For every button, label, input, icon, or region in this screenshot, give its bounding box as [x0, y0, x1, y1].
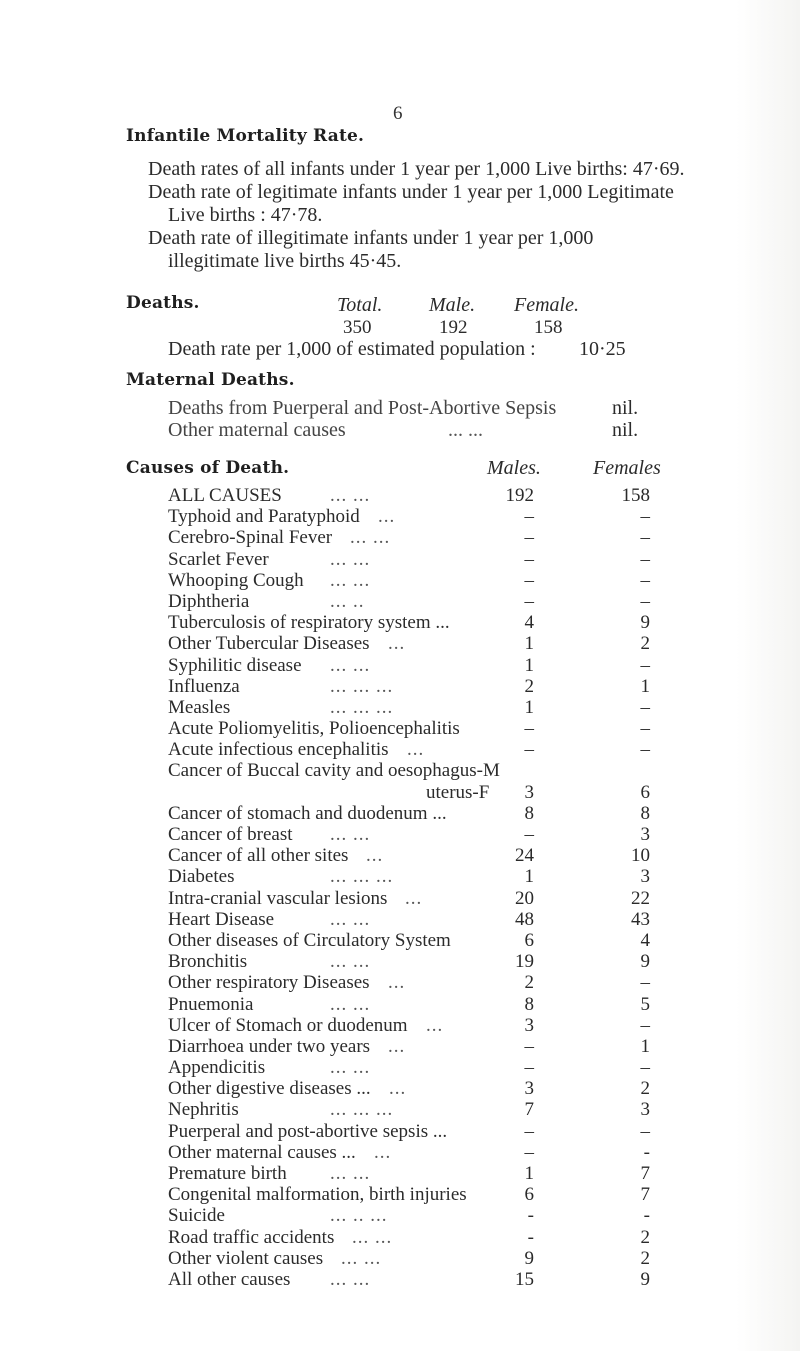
cause-label: Scarlet Fever — [168, 548, 269, 570]
males-value: 20 — [515, 887, 534, 909]
leader-dots: ... ... — [330, 951, 371, 973]
females-value: 10 — [631, 845, 650, 867]
cause-label: Other diseases of Circulatory System — [168, 929, 451, 951]
table-row — [0, 951, 800, 972]
table-row — [0, 866, 800, 887]
leader-dots: ... ... ... — [330, 675, 394, 697]
death-rate-line: Death rate per 1,000 of estimated population : — [168, 338, 536, 360]
table-row — [0, 549, 800, 570]
leader-dots: ... ... ... — [330, 1099, 394, 1121]
cause-label: Diarrhoea under two years — [168, 1035, 371, 1057]
males-value: 24 — [515, 845, 534, 867]
deaths-heading: Deaths. — [126, 293, 200, 313]
cause-label: Other violent causes — [168, 1247, 324, 1269]
causes-males-header: Males. — [487, 457, 541, 479]
cause-label: Pnuemonia — [168, 993, 254, 1015]
leader-dots: ... ... — [330, 569, 371, 591]
table-row — [0, 1184, 800, 1205]
males-value: 2 — [524, 972, 534, 994]
table-row — [0, 697, 800, 718]
table-row — [0, 485, 800, 506]
deaths-female-label: Female. — [514, 294, 579, 316]
males-value: - — [527, 1205, 534, 1227]
males-value: – — [524, 1120, 534, 1142]
males-value: – — [524, 739, 534, 761]
cause-label: Suicide — [168, 1205, 225, 1227]
males-value: 19 — [515, 951, 534, 973]
females-value: – — [640, 569, 650, 591]
table-row — [0, 612, 800, 633]
cause-label: All other causes — [168, 1268, 291, 1290]
table-row — [0, 972, 800, 993]
table-row — [0, 845, 800, 866]
cause-label: Diphtheria — [168, 590, 250, 612]
males-value: 6 — [524, 1184, 534, 1206]
females-value: 8 — [640, 802, 650, 824]
females-value: 2 — [640, 1078, 650, 1100]
leader-dots: ... ... — [330, 548, 371, 570]
cause-label: Ulcer of Stomach or duodenum — [168, 1014, 408, 1036]
table-row — [0, 1142, 800, 1163]
table-row — [0, 930, 800, 951]
males-value: – — [524, 1035, 534, 1057]
males-value: – — [524, 824, 534, 845]
leader-dots: ... — [374, 1141, 392, 1163]
males-value: 1 — [524, 633, 534, 655]
leader-dots: ... — [388, 633, 406, 655]
females-value: 1 — [640, 1035, 650, 1057]
males-value: – — [524, 718, 534, 740]
table-row — [0, 909, 800, 930]
females-value: – — [640, 654, 650, 676]
cause-label: Whooping Cough — [168, 569, 304, 591]
table-row — [0, 1121, 800, 1142]
females-value: 2 — [640, 633, 650, 655]
cause-label: Tuberculosis of respiratory system ... — [168, 612, 450, 634]
leader-dots: ... ... — [330, 993, 371, 1015]
females-value: 158 — [621, 485, 650, 506]
males-value: 192 — [505, 485, 534, 506]
females-value: – — [640, 590, 650, 612]
cause-label: Other digestive diseases ... — [168, 1078, 371, 1100]
cause-label: uterus-F — [426, 781, 490, 803]
cause-label: Cancer of stomach and duodenum ... — [168, 802, 447, 824]
cause-label: Premature birth — [168, 1163, 287, 1184]
leader-dots: ... ... — [330, 1268, 371, 1290]
females-value: – — [640, 527, 650, 549]
leader-dots: ... ... ... — [330, 866, 394, 888]
leader-dots: ... ... — [330, 1163, 371, 1184]
table-row — [0, 676, 800, 697]
death-rate-value: 10·25 — [579, 338, 626, 360]
leader-dots: ... — [407, 739, 425, 761]
table-row — [0, 739, 800, 760]
deaths-total-label: Total. — [337, 294, 383, 316]
cause-label: ALL CAUSES — [168, 485, 282, 506]
females-value: 9 — [640, 612, 650, 634]
deaths-male-value: 192 — [439, 317, 468, 338]
cause-label: Syphilitic disease — [168, 654, 302, 676]
females-value: – — [640, 1014, 650, 1036]
females-value: 3 — [640, 824, 650, 845]
females-value: 22 — [631, 887, 650, 909]
cause-label: Intra-cranial vascular lesions — [168, 887, 388, 909]
maternal-other-line: Other maternal causes — [168, 419, 346, 441]
cause-label: Measles — [168, 696, 231, 718]
table-row — [0, 527, 800, 548]
cause-label: Typhoid and Paratyphoid — [168, 506, 360, 528]
males-value: – — [524, 569, 534, 591]
females-value: 2 — [640, 1247, 650, 1269]
table-row — [0, 1163, 800, 1184]
females-value: – — [640, 718, 650, 740]
males-value: 3 — [524, 781, 534, 803]
females-value: 9 — [640, 1268, 650, 1290]
leader-dots: ... — [405, 887, 423, 909]
cause-label: Puerperal and post-abortive sepsis ... — [168, 1120, 448, 1142]
leader-dots: ... — [426, 1014, 444, 1036]
males-value: 8 — [524, 993, 534, 1015]
cause-label: Diabetes — [168, 866, 235, 888]
leader-dots: ... ... — [341, 1247, 382, 1269]
leader-dots: ... — [388, 1035, 406, 1057]
males-value: - — [527, 1226, 534, 1248]
table-row — [0, 506, 800, 527]
table-row — [0, 782, 800, 803]
causes-heading: Causes of Death. — [126, 458, 290, 478]
table-row — [0, 888, 800, 909]
cause-label: Other Tubercular Diseases — [168, 633, 370, 655]
maternal-sepsis-value: nil. — [612, 397, 639, 419]
table-row — [0, 1015, 800, 1036]
deaths-total-value: 350 — [343, 317, 372, 338]
females-value: – — [640, 1057, 650, 1079]
males-value: 1 — [524, 654, 534, 676]
males-value: – — [524, 590, 534, 612]
females-value: 4 — [640, 929, 650, 951]
table-row — [0, 718, 800, 739]
table-row — [0, 1036, 800, 1057]
leader-dots: ... ... — [330, 485, 371, 506]
females-value: 5 — [640, 993, 650, 1015]
males-value: 9 — [524, 1247, 534, 1269]
males-value: – — [524, 548, 534, 570]
infant-rate-illegit-line2: illegitimate live births 45·45. — [168, 250, 402, 272]
table-row — [0, 1078, 800, 1099]
table-row — [0, 655, 800, 676]
females-value: 1 — [640, 675, 650, 697]
table-row — [0, 824, 800, 845]
table-row — [0, 1248, 800, 1269]
deaths-female-value: 158 — [534, 317, 563, 338]
males-value: – — [524, 527, 534, 549]
cause-label: Cancer of Buccal cavity and oesophagus-M — [168, 760, 500, 782]
infant-rate-legit-line1: Death rate of legitimate infants under 1 year per 1,000 Legitimate — [148, 181, 674, 203]
males-value: – — [524, 1057, 534, 1079]
table-row — [0, 570, 800, 591]
males-value: 2 — [524, 675, 534, 697]
cause-label: Other maternal causes ... — [168, 1141, 356, 1163]
leader-dots: ... ... — [330, 908, 371, 930]
males-value: 48 — [515, 908, 534, 930]
cause-label: Heart Disease — [168, 908, 275, 930]
infant-rate-illegit-line1: Death rate of illegitimate infants under 1 year per 1,000 — [148, 227, 594, 249]
table-row — [0, 1205, 800, 1226]
table-row — [0, 633, 800, 654]
table-row — [0, 994, 800, 1015]
females-value: 7 — [640, 1163, 650, 1184]
females-value: – — [640, 972, 650, 994]
leader-dots: ... — [366, 845, 384, 867]
cause-label: Cancer of breast — [168, 824, 293, 845]
maternal-other-value: nil. — [612, 419, 639, 441]
males-value: – — [524, 1141, 534, 1163]
maternal-other-dots: ... ... — [448, 419, 483, 441]
page-number: 6 — [393, 103, 403, 124]
males-value: 8 — [524, 802, 534, 824]
table-row — [0, 591, 800, 612]
leader-dots: ... ... ... — [330, 696, 394, 718]
table-row — [0, 1057, 800, 1078]
cause-label: Appendicitis — [168, 1057, 266, 1079]
cause-label: Congenital malformation, birth injuries — [168, 1184, 467, 1206]
females-value: – — [640, 506, 650, 528]
females-value: 7 — [640, 1184, 650, 1206]
leader-dots: ... .. — [330, 590, 365, 612]
females-value: 6 — [640, 781, 650, 803]
infant-rate-legit-line2: Live births : 47·78. — [168, 204, 323, 226]
table-row — [0, 1227, 800, 1248]
leader-dots: ... — [389, 1078, 407, 1100]
deaths-male-label: Male. — [429, 294, 476, 316]
leader-dots: ... — [388, 972, 406, 994]
cause-label: Cancer of all other sites — [168, 845, 349, 867]
females-value: - — [643, 1205, 650, 1227]
males-value: 1 — [524, 866, 534, 888]
males-value: 15 — [515, 1268, 534, 1290]
males-value: 7 — [524, 1099, 534, 1121]
table-row — [0, 803, 800, 824]
males-value: 3 — [524, 1014, 534, 1036]
leader-dots: ... ... — [352, 1226, 393, 1248]
cause-label: Nephritis — [168, 1099, 239, 1121]
females-value: - — [643, 1141, 650, 1163]
females-value: 2 — [640, 1226, 650, 1248]
males-value: 1 — [524, 696, 534, 718]
females-value: 9 — [640, 951, 650, 973]
males-value: 4 — [524, 612, 534, 634]
males-value: 3 — [524, 1078, 534, 1100]
maternal-sepsis-line: Deaths from Puerperal and Post-Abortive Sepsis — [168, 397, 557, 419]
leader-dots: ... — [378, 506, 396, 528]
cause-label: Road traffic accidents — [168, 1226, 335, 1248]
table-row — [0, 1269, 800, 1290]
females-value: 3 — [640, 866, 650, 888]
males-value: 6 — [524, 929, 534, 951]
cause-label: Cerebro-Spinal Fever — [168, 527, 333, 549]
cause-label: Acute infectious encephalitis — [168, 739, 389, 761]
table-row — [0, 760, 800, 781]
males-value: 1 — [524, 1163, 534, 1184]
males-value: – — [524, 506, 534, 528]
leader-dots: ... ... — [330, 1057, 371, 1079]
females-value: – — [640, 696, 650, 718]
maternal-deaths-heading: Maternal Deaths. — [126, 370, 295, 390]
causes-females-header: Females — [593, 457, 661, 479]
females-value: – — [640, 1120, 650, 1142]
females-value: – — [640, 739, 650, 761]
females-value: – — [640, 548, 650, 570]
females-value: 3 — [640, 1099, 650, 1121]
infant-mortality-heading: Infantile Mortality Rate. — [126, 126, 365, 146]
cause-label: Bronchitis — [168, 951, 248, 973]
infant-rate-all: Death rates of all infants under 1 year per 1,000 Live births: 47·69. — [148, 158, 685, 180]
females-value: 43 — [631, 908, 650, 930]
leader-dots: ... ... — [350, 527, 391, 549]
causes-table — [0, 485, 800, 1290]
cause-label: Influenza — [168, 675, 240, 697]
leader-dots: ... .. ... — [330, 1205, 388, 1227]
table-row — [0, 1099, 800, 1120]
cause-label: Other respiratory Diseases — [168, 972, 370, 994]
cause-label: Acute Poliomyelitis, Polioencephalitis — [168, 718, 460, 740]
leader-dots: ... ... — [330, 824, 371, 845]
leader-dots: ... ... — [330, 654, 371, 676]
